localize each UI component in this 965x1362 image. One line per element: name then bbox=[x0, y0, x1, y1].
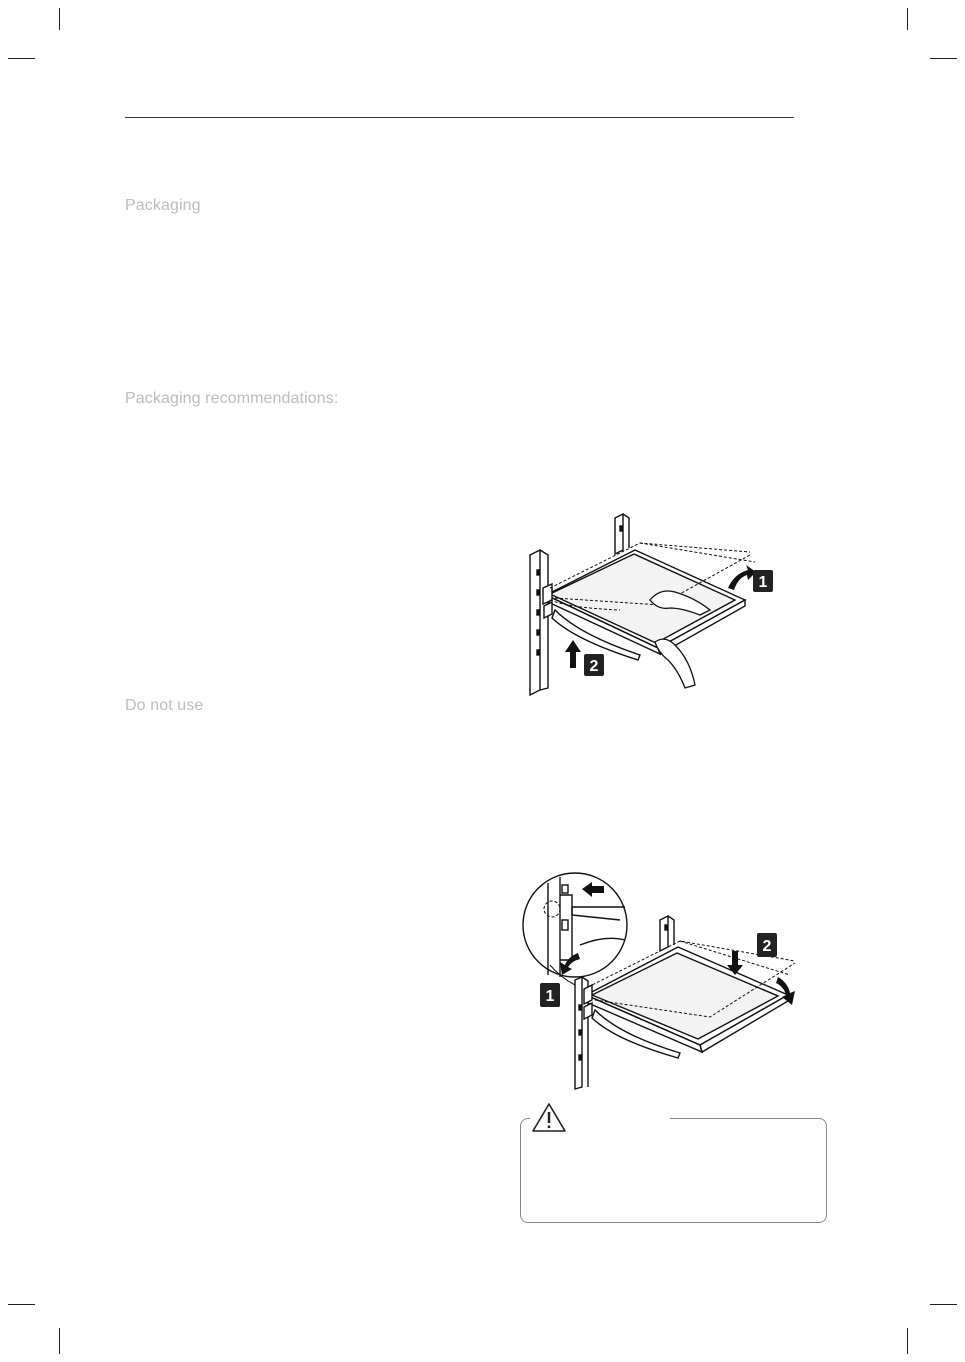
step-badge-2 bbox=[757, 933, 777, 957]
crop-mark-bottom-left-h bbox=[8, 1304, 35, 1305]
shelf-installation-figure bbox=[520, 865, 810, 1090]
crop-mark-bottom-left-v bbox=[59, 1328, 60, 1354]
warning-triangle-icon bbox=[531, 1102, 567, 1134]
crop-mark-bottom-right-h bbox=[930, 1304, 957, 1305]
heading-packaging-recommendations: Packaging recommendations: bbox=[125, 390, 339, 407]
header-rule bbox=[125, 117, 794, 118]
step-label: 2 bbox=[589, 658, 599, 675]
step-label: 2 bbox=[762, 938, 772, 955]
shelf-removal-figure bbox=[510, 510, 800, 700]
crop-mark-top-right-v bbox=[907, 8, 908, 30]
step-badge-2 bbox=[584, 654, 604, 676]
step-label: 1 bbox=[545, 988, 555, 1005]
crop-mark-top-right-h bbox=[930, 58, 957, 59]
heading-do-not-use: Do not use bbox=[125, 697, 204, 714]
crop-mark-top-left-v bbox=[59, 8, 60, 30]
step-badge-1 bbox=[753, 570, 773, 592]
crop-mark-bottom-right-v bbox=[907, 1328, 908, 1354]
heading-packaging: Packaging bbox=[125, 197, 201, 214]
step-badge-1 bbox=[540, 983, 560, 1007]
crop-mark-top-left-h bbox=[8, 58, 35, 59]
step-label: 1 bbox=[758, 574, 768, 591]
